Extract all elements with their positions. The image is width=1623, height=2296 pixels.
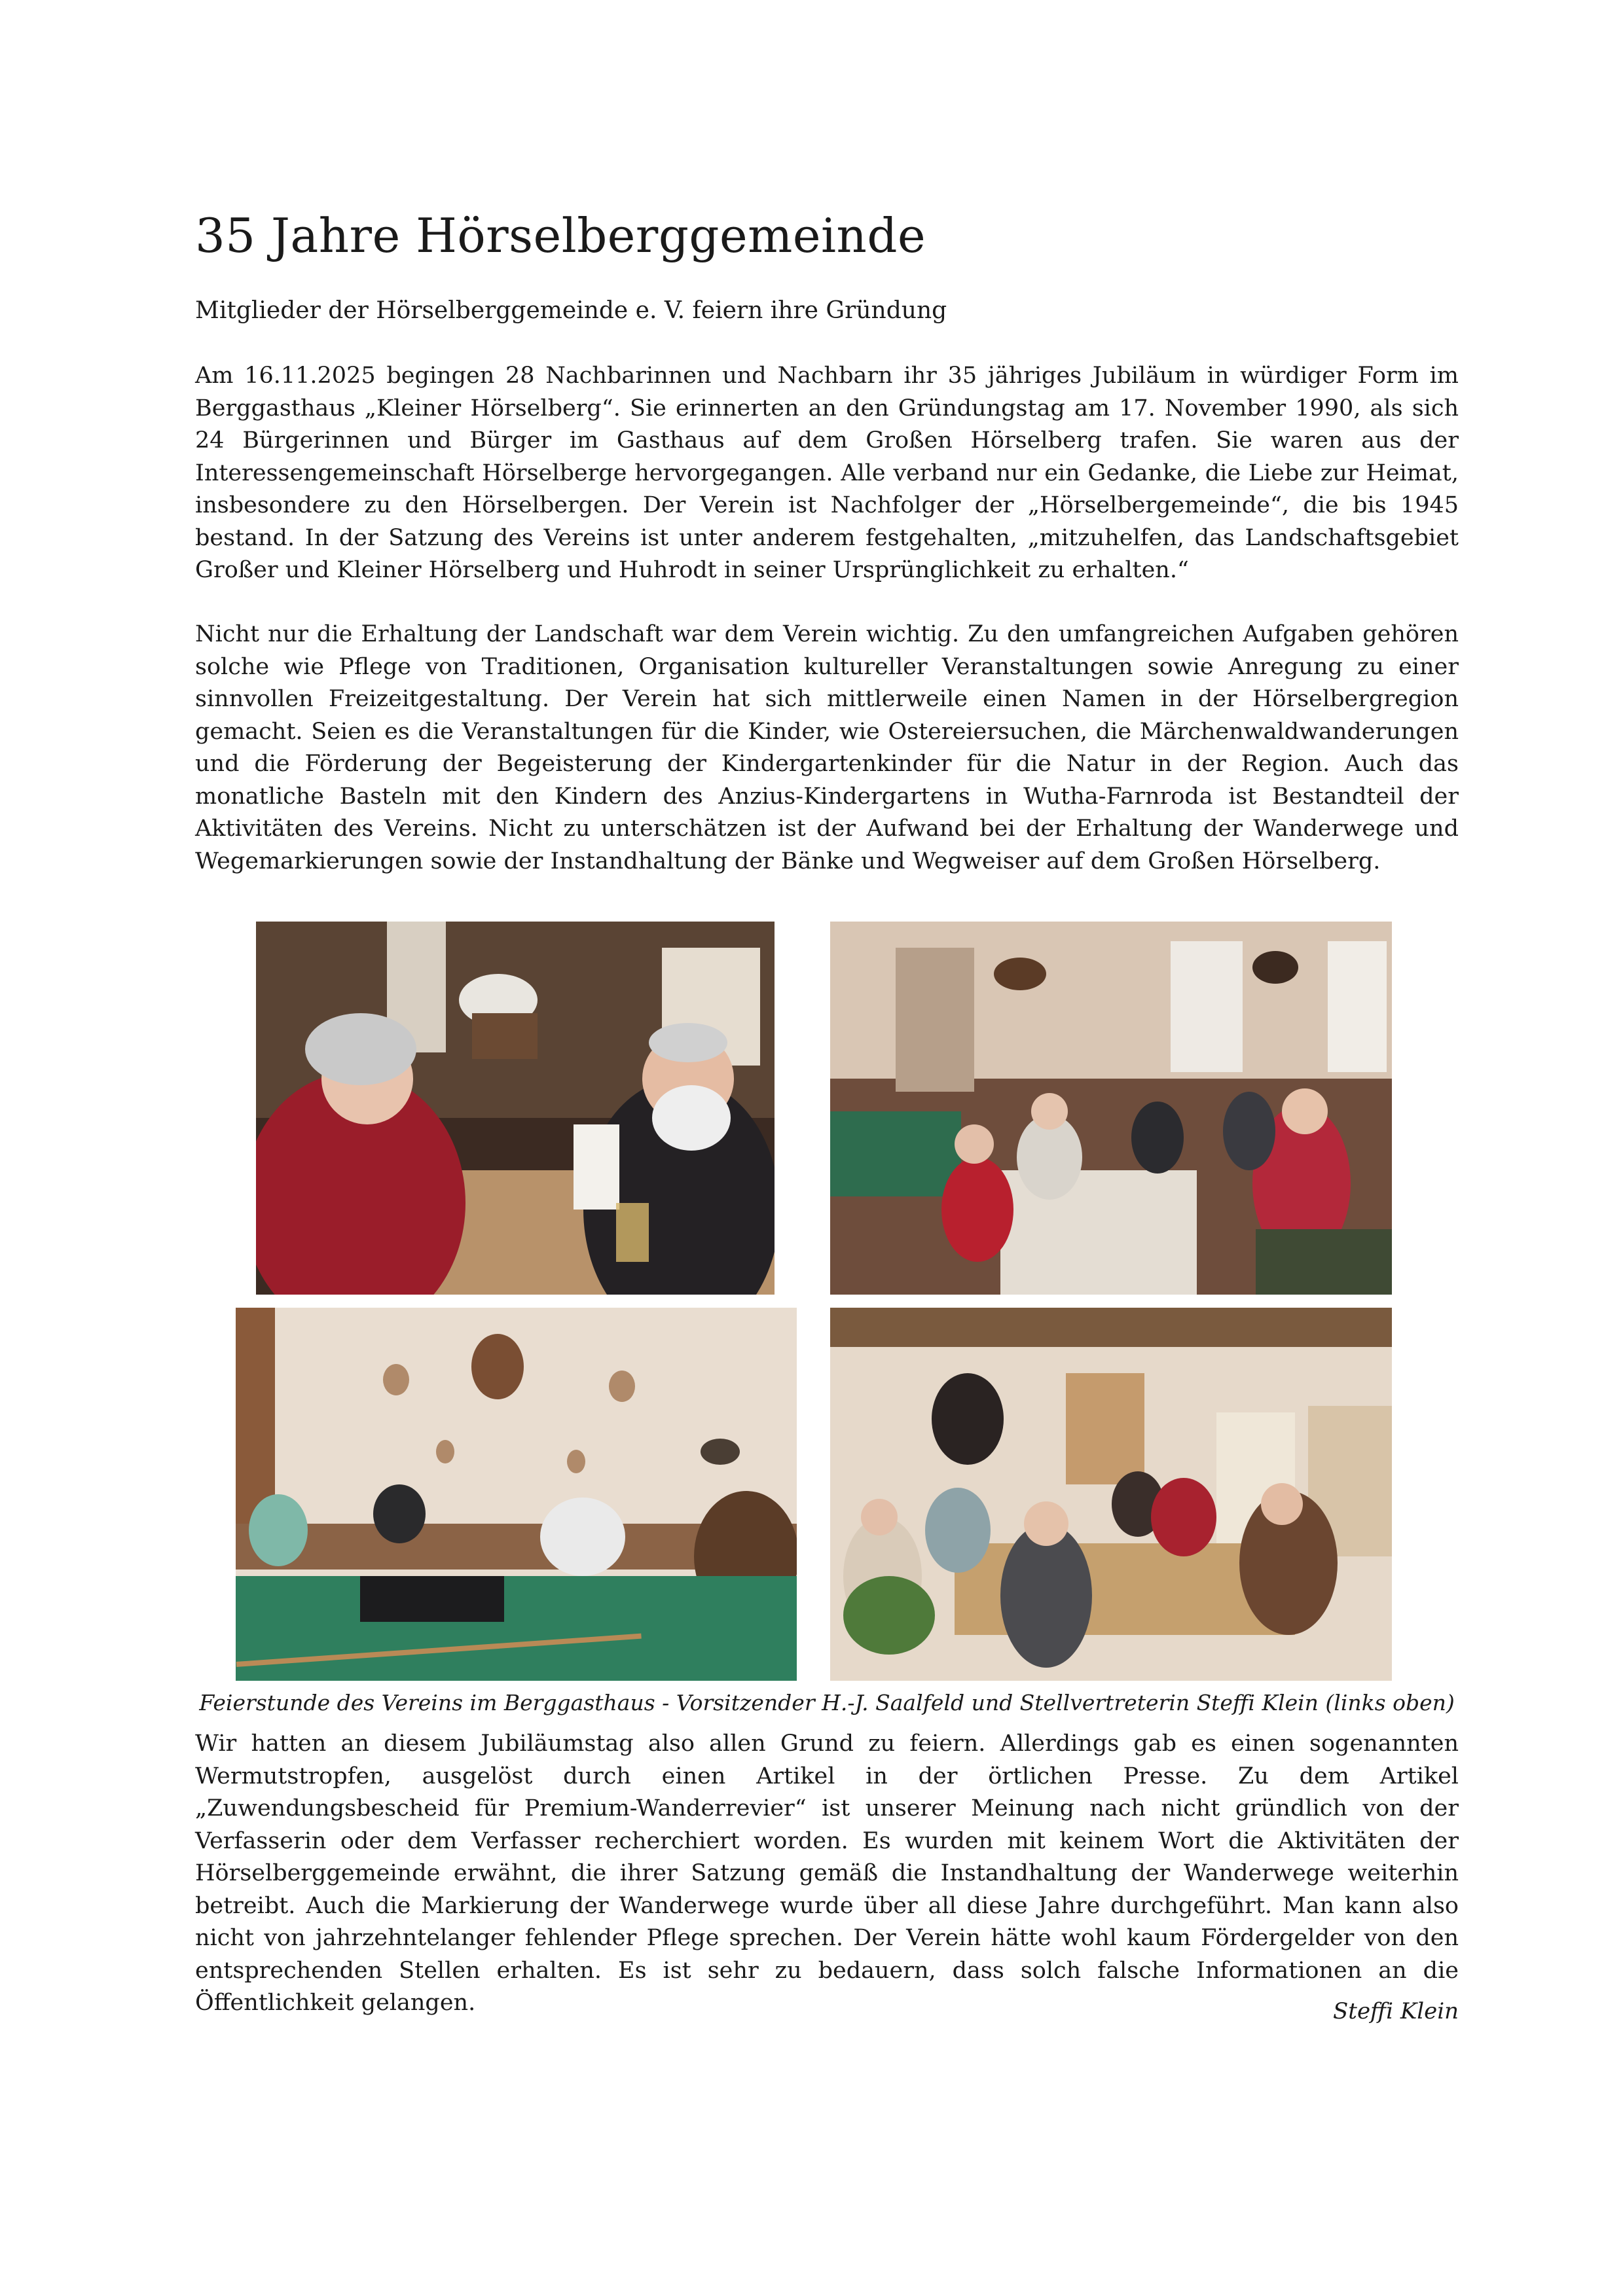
photo-caption: Feierstunde des Vereins im Berggasthaus - Vorsitzender H.-J. Saalfeld und Stellvertreterin Steffi Klein (links oben) [199, 1690, 1455, 1715]
article-title: 35 Jahre Hörselberggemeinde [195, 208, 926, 263]
photo-dining-room [830, 922, 1392, 1295]
paragraph-intro: Am 16.11.2025 begingen 28 Nachbarinnen und Nachbarn ihr 35 jähriges Jubiläum in würdiger Form im Berggasthaus „Kleiner Hörselberg“. Sie erinnerten an den Gründungstag am 17. November 1990, als sich 24 Bürgerinnen und Bürger im Gasthaus auf dem Großen Hörselberg trafen. Sie waren aus der Interessengemeinschaft Hörselberge hervorgegangen. Alle verband nur ein Gedanke, die Liebe zur Heimat, insbesondere zu den Hörselbergen. Der Verein ist Nachfolger der „Hörselbergemeinde“, die bis 1945 bestand. In der Satzung des Vereins ist unter anderem festgehalten, „mitzuhelfen, das Landschaftsgebiet Großer und Kleiner Hörselberg und Huhrodt in seiner Ursprünglichkeit zu erhalten.“ [195, 363, 1459, 583]
photo-billiard-room [236, 1308, 797, 1681]
photo-guests-table [830, 1308, 1392, 1681]
paragraph-activities: Nicht nur die Erhaltung der Landschaft war dem Verein wichtig. Zu den umfangreichen Aufgaben gehören solche wie Pflege von Traditionen, Organisation kultureller Veranstaltungen sowie Anregung zu einer sinnvollen Freizeitgestaltung. Der Verein hat sich mittlerweile einen Namen in der Hörselbergregion gemacht. Seien es die Veranstaltungen für die Kinder, wie Ostereiersuchen, die Märchenwaldwanderungen und die Förderung der Begeisterung der Kindergartenkinder für die Natur in der Region. Auch das monatliche Basteln mit den Kindern des Anzius-Kindergartens in Wutha-Farnroda ist Bestandteil der Aktivitäten des Vereins. Nicht zu unterschätzen ist der Aufwand bei der Erhaltung der Wanderwege und Wegemarkierungen sowie der Instandhaltung der Bänke und Wegweiser auf dem Großen Hörselberg. [195, 621, 1459, 874]
paragraph-criticism: Wir hatten an diesem Jubiläumstag also allen Grund zu feiern. Allerdings gab es einen sogenannten Wermutstropfen, ausgelöst durch einen Artikel in der örtlichen Presse. Zu dem Artikel „Zuwendungsbescheid für Premium-Wanderrevier“ ist unserer Meinung nach nicht gründlich von der Verfasserin oder dem Verfasser recherchiert worden. Es wurden mit keinem Wort die Aktivitäten der Hörselberggemeinde erwähnt, die ihrer Satzung gemäß die Instandhaltung der Wanderwege weiterhin betreibt. Auch die Markierung der Wanderwege wurde über all diese Jahre durchgeführt. Man kann also nicht von jahrzehntelanger fehlender Pflege sprechen. Der Verein hätte wohl kaum Fördergelder von den entsprechenden Stellen erhalten. Es ist sehr zu bedauern, dass solch falsche Informationen an die Öffentlichkeit gelangen. [195, 1731, 1459, 2016]
author-signature: Steffi Klein [1332, 1998, 1459, 2024]
photo-chairpersons [256, 922, 775, 1295]
article-subtitle: Mitglieder der Hörselberggemeinde e. V. feiern ihre Gründung [195, 297, 947, 324]
